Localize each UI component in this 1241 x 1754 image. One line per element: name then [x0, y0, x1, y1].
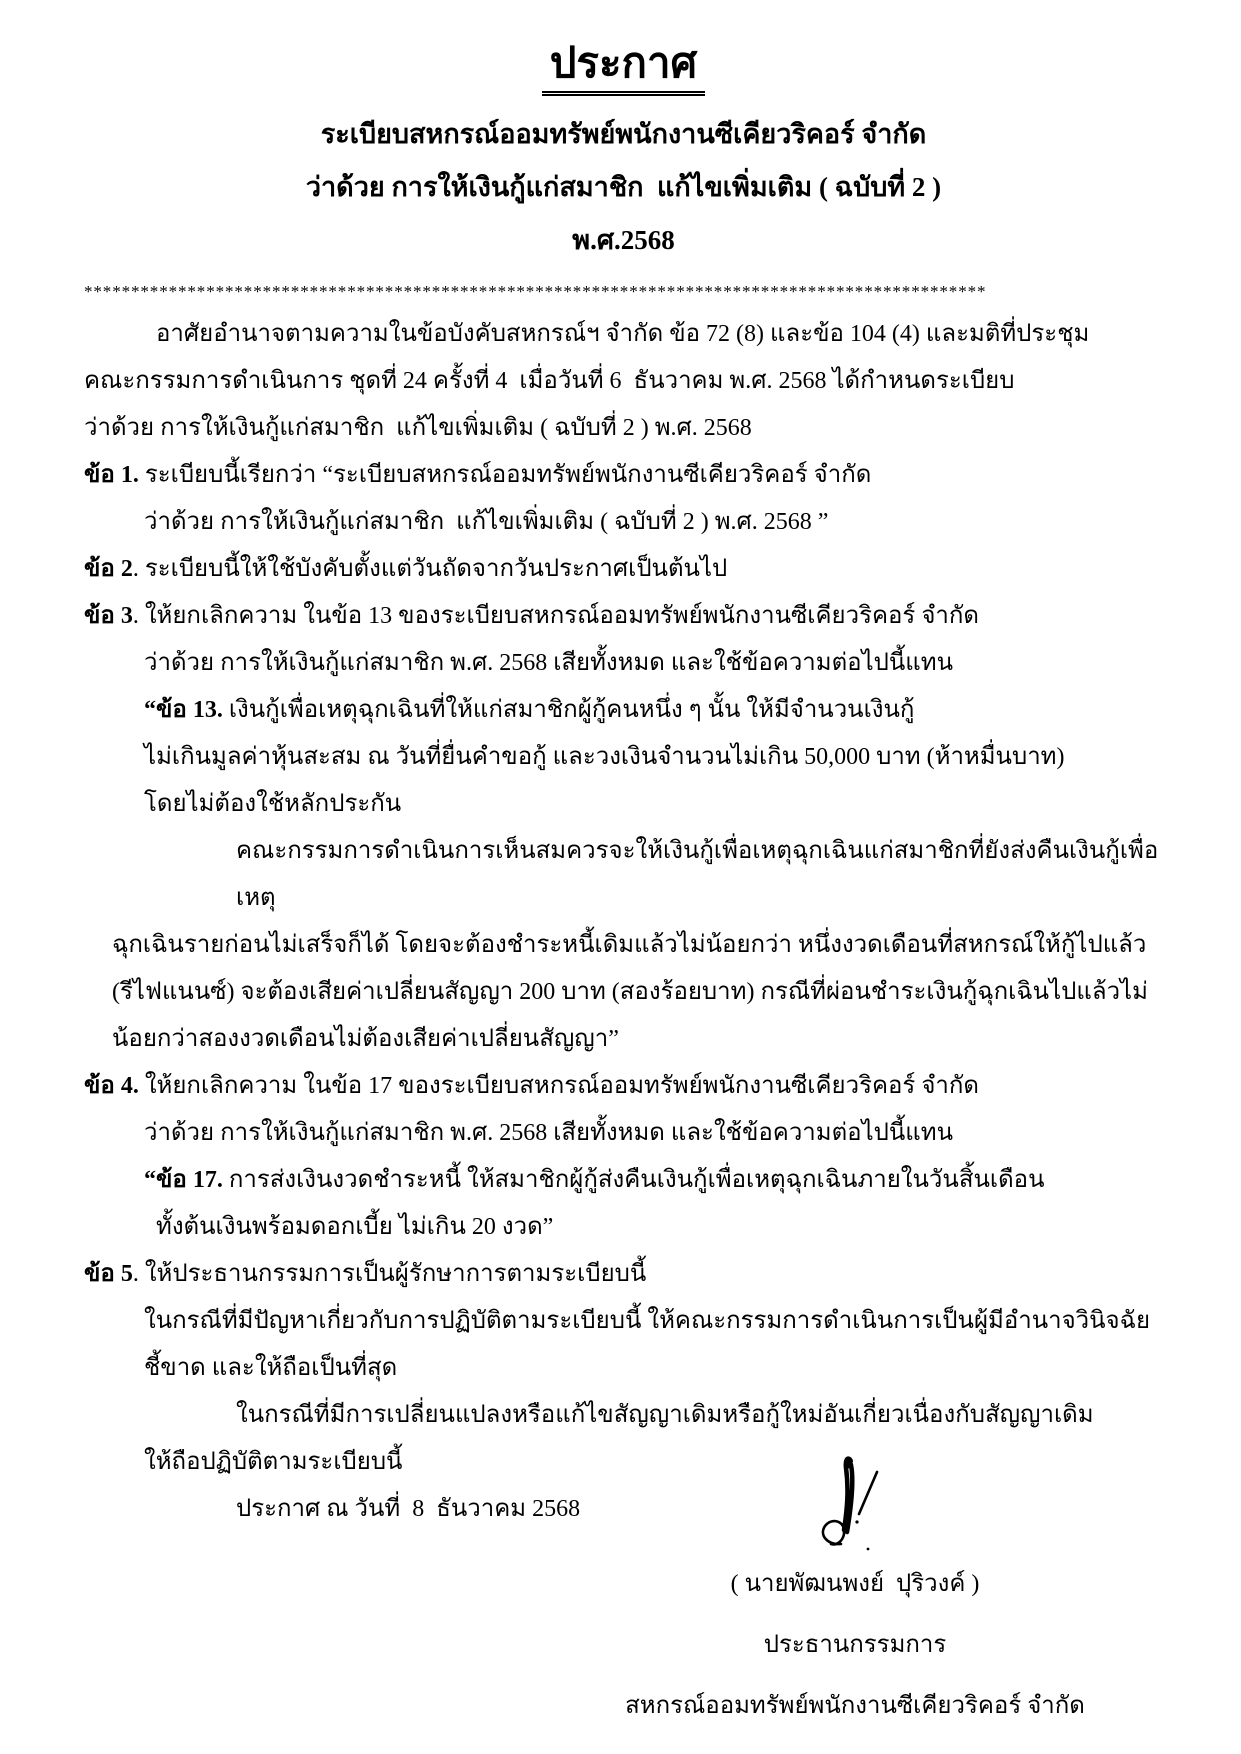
- text-segment: อาศัยอำนาจตามความในข้อบังคับสหกรณ์ฯ จำกัด ข้อ 72 (8) และข้อ 104 (4) และมติที่ประชุม: [156, 321, 1090, 348]
- text-line: [84, 1063, 1163, 1110]
- text-line: [236, 828, 1163, 922]
- text-segment: เงินกู้เพื่อเหตุฉุกเฉินที่ให้แก่สมาชิกผู้กู้คนหนึ่ง ๆ นั้น ให้มีจำนวนเงินกู้: [222, 697, 915, 724]
- text-line: [112, 922, 1163, 969]
- text-segment: ประกาศ ณ วันที่ 8 ธันวาคม 2568: [236, 1496, 581, 1523]
- text-line: [84, 593, 1163, 640]
- text-segment: ในกรณีที่มีปัญหาเกี่ยวกับการปฏิบัติตามระเบียบนี้ ให้คณะกรรมการดำเนินการเป็นผู้มีอำนาจวินิจฉัย: [144, 1308, 1151, 1335]
- document-subtitle-line2: ว่าด้วย การให้เงินกู้แก่สมาชิก แก้ไขเพิ่มเติม ( ฉบับที่ 2 ): [305, 172, 942, 203]
- text-line: [112, 1016, 1163, 1063]
- text-line: [84, 546, 1163, 593]
- title-wrap: [84, 40, 1163, 96]
- clause-number: ข้อ 4.: [84, 1073, 139, 1100]
- handwritten-signature-image: [805, 1452, 895, 1552]
- text-line: [112, 969, 1163, 1016]
- text-segment: ไม่เกินมูลค่าหุ้นสะสม ณ วันที่ยื่นคำขอกู้ และวงเงินจำนวนไม่เกิน 50,000 บาท (ห้าหมื่นบาท): [144, 744, 1065, 771]
- text-segment: ว่าด้วย การให้เงินกู้แก่สมาชิก พ.ศ. 2568 เสียทั้งหมด และใช้ข้อความต่อไปนี้แทน: [144, 650, 954, 677]
- text-segment: ทั้งต้นเงินพร้อมดอกเบี้ย ไม่เกิน 20 งวด”: [156, 1214, 554, 1241]
- text-line: [144, 640, 1163, 687]
- text-line: [156, 1204, 1163, 1251]
- clause-number: ข้อ 3: [84, 603, 133, 630]
- signature-area: [565, 1452, 1145, 1737]
- text-segment: ให้ถือปฏิบัติตามระเบียบนี้: [144, 1449, 403, 1476]
- text-line: [144, 1110, 1163, 1157]
- text-segment: . ระเบียบนี้ให้ใช้บังคับตั้งแต่วันถัดจากวันประกาศเป็นต้นไป: [132, 556, 728, 583]
- text-line: [144, 781, 1163, 828]
- text-segment: ว่าด้วย การให้เงินกู้แก่สมาชิก พ.ศ. 2568 เสียทั้งหมด และใช้ข้อความต่อไปนี้แทน: [144, 1120, 954, 1147]
- text-line: [84, 1251, 1163, 1298]
- text-line: [84, 405, 1163, 452]
- text-line: [144, 687, 1163, 734]
- document-title: ประกาศ: [542, 40, 705, 96]
- asterisk-divider: ************************************************************************************************: [84, 282, 987, 302]
- text-line: [144, 734, 1163, 781]
- text-segment: น้อยกว่าสองงวดเดือนไม่ต้องเสียค่าเปลี่ยนสัญญา”: [112, 1026, 619, 1053]
- clause-number: ข้อ 5: [84, 1261, 133, 1288]
- document-subtitle-line1: ระเบียบสหกรณ์ออมทรัพย์พนักงานซีเคียวริคอร์ จำกัด: [320, 119, 927, 150]
- text-line: [144, 1157, 1163, 1204]
- clause-number: “ข้อ 17.: [144, 1167, 223, 1194]
- text-segment: โดยไม่ต้องใช้หลักประกัน: [144, 791, 402, 818]
- clause-number: ข้อ 2: [84, 556, 133, 583]
- document-header: [84, 40, 1163, 267]
- text-segment: . ให้ยกเลิกความ ในข้อ 13 ของระเบียบสหกรณ์ออมทรัพย์พนักงานซีเคียวริคอร์ จำกัด: [132, 603, 979, 630]
- text-segment: คณะกรรมการดำเนินการเห็นสมควรจะให้เงินกู้เพื่อเหตุฉุกเฉินแก่สมาชิกที่ยังส่งคืนเงินกู้เพื่อเหตุ: [236, 838, 1159, 912]
- text-segment: ชี้ขาด และให้ถือเป็นที่สุด: [144, 1355, 398, 1382]
- text-line: [144, 1298, 1163, 1345]
- text-segment: ว่าด้วย การให้เงินกู้แก่สมาชิก แก้ไขเพิ่มเติม ( ฉบับที่ 2 ) พ.ศ. 2568 ”: [144, 509, 829, 536]
- text-line: [84, 358, 1163, 405]
- text-line: [84, 452, 1163, 499]
- clause-number: ข้อ 1.: [84, 462, 139, 489]
- document-year-line: พ.ศ.2568: [572, 225, 675, 256]
- signatory-position: ประธานกรรมการ: [763, 1632, 947, 1658]
- text-segment: ระเบียบนี้เรียกว่า “ระเบียบสหกรณ์ออมทรัพย์พนักงานซีเคียวริคอร์ จำกัด: [138, 462, 872, 489]
- signatory-organization: สหกรณ์ออมทรัพย์พนักงานซีเคียวริคอร์ จำกัด: [625, 1693, 1085, 1719]
- text-line: [156, 311, 1163, 358]
- text-line: [236, 1392, 1163, 1439]
- clause-number: “ข้อ 13.: [144, 697, 223, 724]
- signatory-name: ( นายพัฒนพงย์ ปุริวงค์ ): [730, 1571, 980, 1597]
- text-segment: ฉุกเฉินรายก่อนไม่เสร็จก็ได้ โดยจะต้องชำระหนี้เดิมแล้วไม่น้อยกว่า หนึ่งงวดเดือนที่สหกรณ์ให้กู้ไปแล้ว: [112, 932, 1147, 959]
- text-line: [144, 499, 1163, 546]
- text-segment: คณะกรรมการดำเนินการ ชุดที่ 24 ครั้งที่ 4 เมื่อวันที่ 6 ธันวาคม พ.ศ. 2568 ได้กำหนดระเบียบ: [84, 368, 1015, 395]
- text-segment: ให้ยกเลิกความ ในข้อ 17 ของระเบียบสหกรณ์ออมทรัพย์พนักงานซีเคียวริคอร์ จำกัด: [138, 1073, 979, 1100]
- text-segment: . ให้ประธานกรรมการเป็นผู้รักษาการตามระเบียบนี้: [132, 1261, 647, 1288]
- document-body: [84, 311, 1163, 1533]
- text-segment: ในกรณีที่มีการเปลี่ยนแปลงหรือแก้ไขสัญญาเดิมหรือกู้ใหม่อันเกี่ยวเนื่องกับสัญญาเดิม: [236, 1402, 1094, 1429]
- text-segment: การส่งเงินงวดชำระหนี้ ให้สมาชิกผู้กู้ส่งคืนเงินกู้เพื่อเหตุฉุกเฉินภายในวันสิ้นเดือน: [222, 1167, 1045, 1194]
- text-segment: ว่าด้วย การให้เงินกู้แก่สมาชิก แก้ไขเพิ่มเติม ( ฉบับที่ 2 ) พ.ศ. 2568: [84, 415, 752, 442]
- text-segment: (รีไฟแนนซ์) จะต้องเสียค่าเปลี่ยนสัญญา 200 บาท (สองร้อยบาท) กรณีที่ผ่อนชำระเงินกู้ฉุกเฉินไปแล้วไม่: [112, 979, 1148, 1006]
- text-line: [144, 1345, 1163, 1392]
